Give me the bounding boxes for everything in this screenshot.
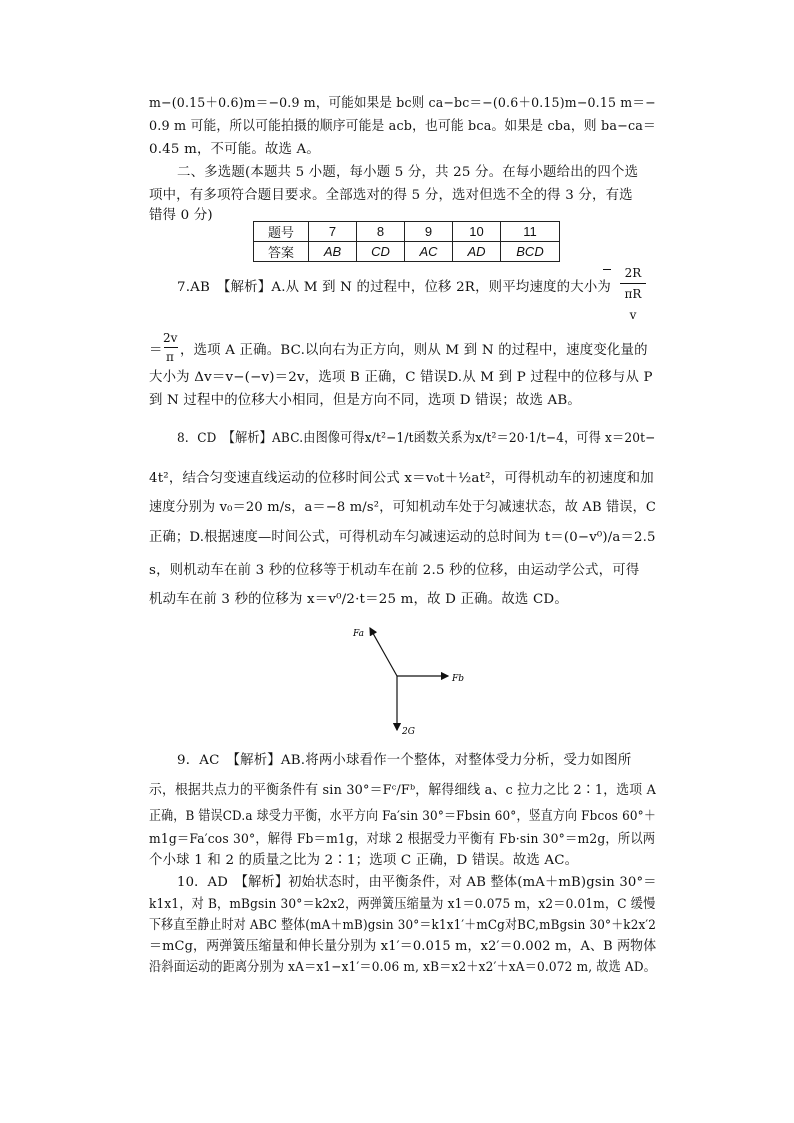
table-cell: AC xyxy=(405,242,453,262)
solution-9-line: 个小球 1 和 2 的质量之比为 2∶1；选项 C 正确，D 错误。故选 AC。 xyxy=(149,853,579,868)
answer-table xyxy=(253,221,560,262)
table-row xyxy=(254,222,560,242)
solution-8-line: s，则机动车在前 3 秒的位移等于机动车在前 2.5 秒的位移，由运动学公式，可得 xyxy=(149,563,640,578)
solution-8-line: 正确；D.根据速度—时间公式，可得机动车匀减速运动的总时间为 t＝(0−v⁰)/a＝2.5 xyxy=(149,530,656,545)
solution-9-line: 9．AC 【解析】AB.将两小球看作一个整体，对整体受力分析，受力如图所 xyxy=(177,753,632,768)
table-row xyxy=(254,242,560,262)
text-line: 项中，有多项符合题目要求。全部选对的得 5 分，选对但选不全的得 3 分，有选 xyxy=(149,188,633,203)
text-line: 0.45 m，不可能。故选 A。 xyxy=(149,142,321,157)
table-cell: CD xyxy=(357,242,405,262)
solution-10-line: 10．AD 【解析】初始状态时，由平衡条件，对 AB 整体(mA＋mB)gsin 30°＝ xyxy=(177,875,657,890)
solution-8-line: 速度分别为 v₀＝20 m/s，a＝−8 m/s²，可知机动车处于匀减速状态，故 AB 错误，C xyxy=(149,500,657,515)
table-cell: AB xyxy=(309,242,357,262)
solution-9-line: 示，根据共点力的平衡条件有 sin 30°＝Fᶜ/Fᵇ，解得细线 a、c 拉力之比 2∶1，选项 A xyxy=(149,783,657,798)
table-cell: AD xyxy=(453,242,501,262)
solution-10-line: 沿斜面运动的距离分别为 xA＝x1−x1′＝0.06 m, xB＝x2＋x2′＋xA＝0.072 m, 故选 AD。 xyxy=(149,960,657,975)
fraction-denominator: π xyxy=(166,350,174,364)
table-cell: 10 xyxy=(453,222,501,242)
fraction-denominator: v xyxy=(629,308,637,322)
force-label-fa: Fa xyxy=(353,629,364,639)
text-line: 0.9 m 可能，所以可能拍摄的顺序可能是 acb，也可能 bca。如果是 cba，则 ba−ca＝ xyxy=(149,119,656,134)
math-prefix: ＝ xyxy=(149,343,163,358)
overline-v xyxy=(603,269,611,270)
table-header-cell: 题号 xyxy=(254,222,309,242)
table-cell: BCD xyxy=(501,242,560,262)
fraction-bar xyxy=(620,283,646,284)
table-header-cell: 答案 xyxy=(254,242,309,262)
solution-8-line: 机动车在前 3 秒的位移为 x＝v⁰/2·t＝25 m，故 D 正确。故选 CD。 xyxy=(149,592,568,607)
solution-7-line: 到 N 过程中的位移大小相同，但是方向不同，选项 D 错误；故选 AB。 xyxy=(149,393,581,408)
solution-8-line: 4t²，结合匀变速直线运动的位移时间公式 x＝v₀t＋½at²，可得机动车的初速度和加 xyxy=(149,471,654,486)
text-line: 错得 0 分) xyxy=(149,208,213,223)
force-arrow-fa xyxy=(370,628,397,676)
solution-9-line: 正确，B 错误CD.a 球受力平衡，水平方向 Fa′sin 30°＝Fbsin 60°，竖直方向 Fbcos 60°＋ xyxy=(149,809,656,824)
force-label-2g: 2G xyxy=(402,727,415,737)
solution-10-line: 下移直至静止时对 ABC 整体(mA＋mB)gsin 30°＝k1x1′＋mCg对BC,mBgsin 30°＋k2x′2 xyxy=(149,918,657,933)
section-heading: 二、多选题(本题共 5 小题，每小题 5 分，共 25 分。在每小题给出的四个选 xyxy=(177,165,639,180)
text-line: m−(0.15＋0.6)m＝−0.9 m，可能如果是 bc则 ca−bc＝−(0.6＋0.15)m−0.15 m＝− xyxy=(149,96,656,111)
fraction-numerator: 2R xyxy=(624,266,642,280)
table-cell: 11 xyxy=(501,222,560,242)
fraction-middle: πR xyxy=(624,287,642,301)
fraction-numerator: 2v xyxy=(163,331,178,345)
fraction-bar xyxy=(164,347,178,348)
solution-10-line: ＝mCg，两弹簧压缩量和伸长量分别为 x1′＝0.015 m，x2′＝0.002 m，A、B 两物体 xyxy=(149,939,657,954)
solution-7-line: 大小为 Δv＝v−(−v)＝2v，选项 B 正确，C 错误D.从 M 到 P 过程中的位移与从 P xyxy=(149,370,653,385)
force-diagram xyxy=(350,622,470,740)
table-cell: 7 xyxy=(309,222,357,242)
table-cell: 9 xyxy=(405,222,453,242)
solution-8-line: 8．CD 【解析】ABC.由图像可得x/t²−1/t函数关系为x/t²＝20·1/t−4，可得 x＝20t− xyxy=(177,431,656,446)
solution-9-line: m1g＝Fa′cos 30°，解得 Fb＝m1g，对球 2 根据受力平衡有 Fb·sin 30°＝m2g，所以两 xyxy=(149,832,656,847)
solution-7-line: 7.AB 【解析】A.从 M 到 N 的过程中，位移 2R，则平均速度的大小为 xyxy=(177,280,611,295)
solution-10-line: k1x1，对 B，mBgsin 30°＝k2x2，两弹簧压缩量为 x1＝0.075 m，x2＝0.01m，C 缓慢 xyxy=(149,897,656,912)
table-cell: 8 xyxy=(357,222,405,242)
force-label-fb: Fb xyxy=(452,674,465,684)
solution-7-line: ，选项 A 正确。BC.以向右为正方向，则从 M 到 N 的过程中，速度变化量的 xyxy=(180,343,648,358)
